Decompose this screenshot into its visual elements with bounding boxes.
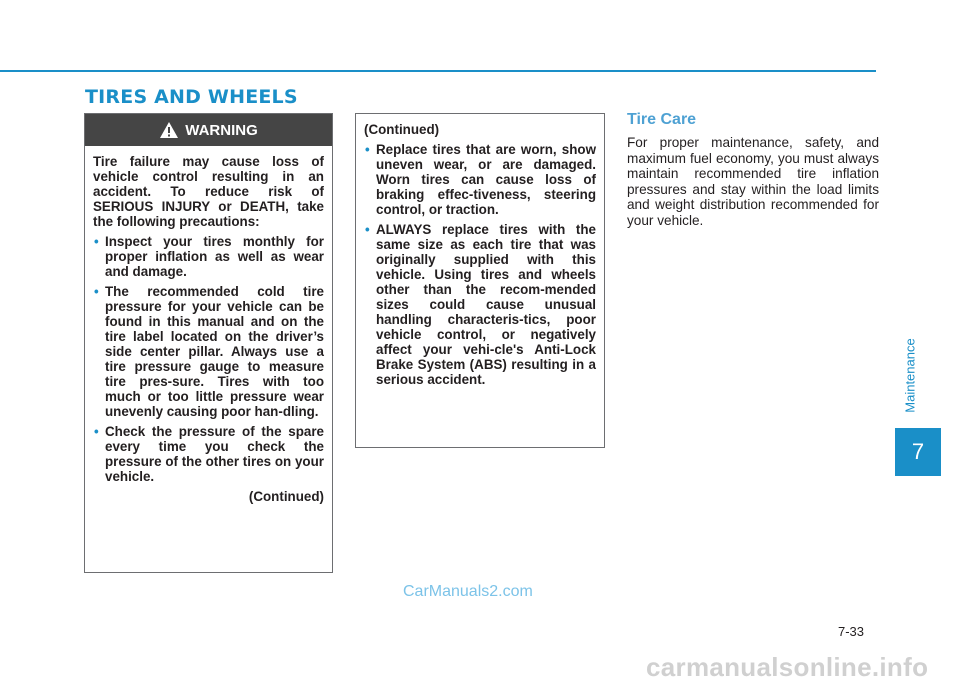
warning-bullet-text: The recommended cold tire pressure for your vehicle can be found in this manual and on the tire label located on the driver’s side center pillar. Always use a tire pressure gauge to measure tire pres-sure. Tires with too much or too little pressure wear unevenly causing poor han-dling.	[105, 284, 324, 419]
tire-care-text: For proper maintenance, safety, and maximum fuel economy, you must always maintain recommended tire inflation pressures and stay within the load limits and weight distribution recommended for your vehicle.	[627, 135, 879, 228]
warning-bullet-text: Inspect your tires monthly for proper inflation as well as wear and damage.	[105, 234, 324, 279]
watermark-bottom: carmanualsonline.info	[646, 652, 929, 682]
continued-bullet-text: ALWAYS replace tires with the same size as each tire that was originally supplied with this vehicle. Using tires and wheels other than the recom-mended sizes could cause unusual handling characteris-tics, poor vehicle control, or negatively affect your vehi-cle's Anti-Lock Brake System (ABS) resulting in a serious accident.	[376, 222, 596, 387]
top-rule	[0, 70, 876, 72]
watermark-link-top[interactable]: CarManuals2.com	[403, 583, 533, 600]
warning-header	[85, 114, 332, 146]
warning-bullet-text: Check the pressure of the spare every time you check the pressure of the other tires on your vehicle.	[105, 424, 324, 484]
warning-bullet-item	[93, 424, 324, 484]
continued-note: (Continued)	[248, 489, 324, 504]
continued-bullet-list	[364, 142, 596, 387]
tire-care-title: Tire Care	[627, 111, 697, 128]
continued-header: (Continued)	[364, 122, 440, 137]
continued-bullet-text: Replace tires that are worn, show uneven wear, or are damaged. Worn tires can cause loss of braking effec-tiveness, steering control, or traction.	[376, 142, 596, 217]
chapter-side-label-text: Maintenance	[902, 337, 918, 413]
section-title: TIRES AND WHEELS	[85, 86, 298, 108]
warning-header-label: WARNING	[185, 121, 258, 139]
chapter-number: 7	[911, 439, 925, 464]
bullet-icon: •	[94, 234, 99, 249]
bullet-icon: •	[94, 424, 99, 439]
bullet-icon: •	[94, 284, 99, 299]
chapter-side-label	[899, 330, 921, 420]
continued-body	[356, 114, 604, 387]
chapter-tab	[895, 428, 941, 476]
warning-body	[85, 146, 332, 504]
continued-warning-box	[355, 113, 605, 448]
warning-intro: Tire failure may cause loss of vehicle control resulting in an accident. To reduce risk of SERIOUS INJURY or DEATH, take the following precautions:	[93, 154, 324, 229]
warning-bullet-item	[93, 234, 324, 279]
warning-triangle-icon	[159, 121, 179, 139]
continued-bullet-item	[364, 142, 596, 217]
warning-bullet-item	[93, 284, 324, 419]
warning-bullet-list	[93, 234, 324, 484]
warning-box	[84, 113, 333, 573]
bullet-icon: •	[365, 142, 370, 157]
continued-bullet-item	[364, 222, 596, 387]
bullet-icon: •	[365, 222, 370, 237]
page-number: 7-33	[838, 624, 865, 639]
